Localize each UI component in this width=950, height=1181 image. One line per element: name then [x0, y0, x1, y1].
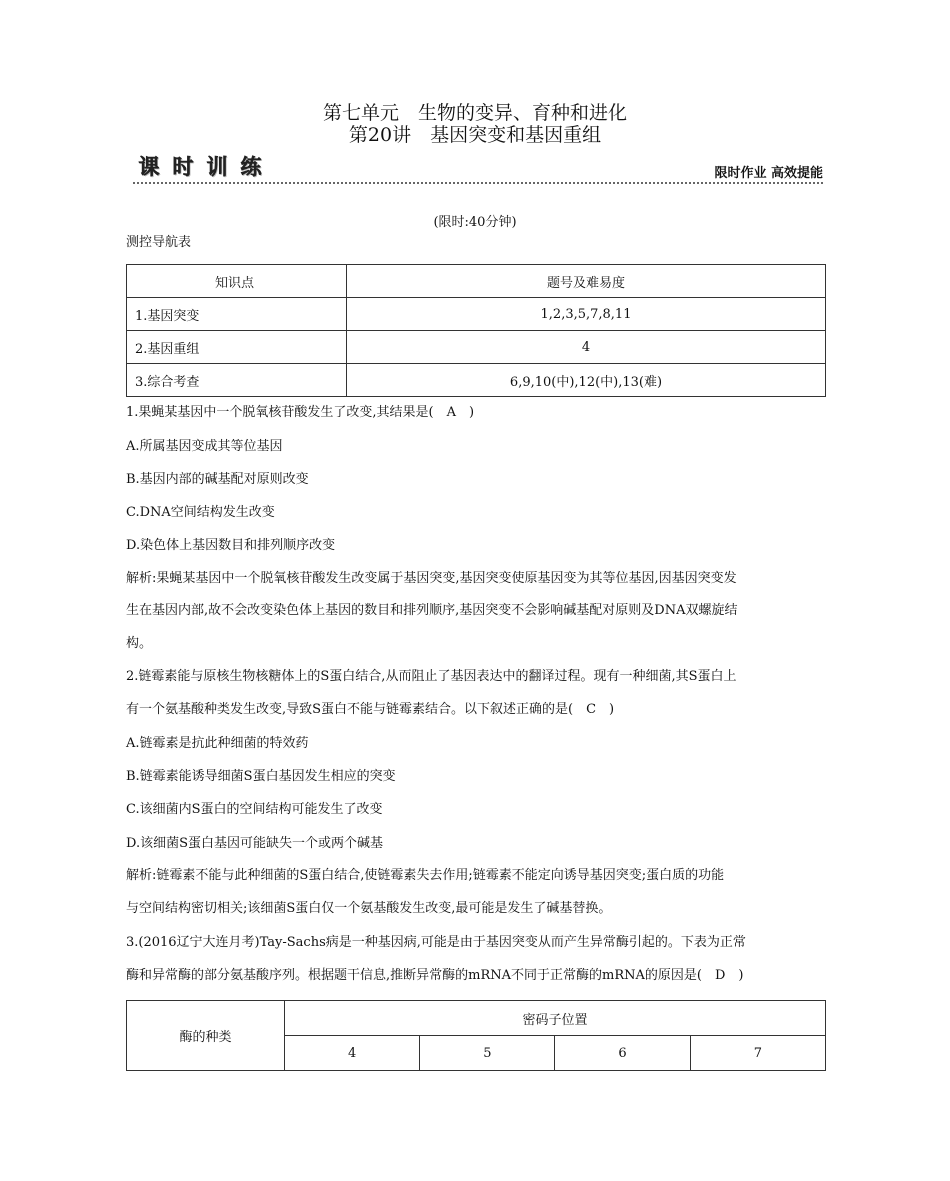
table-row: [127, 1001, 826, 1036]
table-cell: 6,9,10(中),12(中),13(难): [347, 364, 826, 397]
question-2-stem: 2.链霉素能与原核生物核糖体上的S蛋白结合,从而阻止了基因表达中的翻译过程。现有一种细菌,其S蛋白上: [126, 669, 737, 684]
question-2-option: A.链霉素是抗此种细菌的特效药: [126, 736, 309, 751]
badge-char: 训: [206, 155, 228, 179]
table-cell: 2.基因重组: [127, 331, 347, 364]
table-header: 题号及难易度: [347, 265, 826, 298]
table-header: 密码子位置: [285, 1001, 826, 1036]
badge-char: 练: [240, 155, 262, 179]
table-row: [127, 331, 826, 364]
badge-char: 时: [172, 155, 194, 179]
question-3-stem: 酶和异常酶的部分氨基酸序列。根据题干信息,推断异常酶的mRNA不同于正常酶的mRNA的原因是( D ): [126, 968, 744, 983]
unit-title: 第七单元 生物的变异、育种和进化: [322, 102, 627, 124]
question-2-stem: 有一个氨基酸种类发生改变,导致S蛋白不能与链霉素结合。以下叙述正确的是( C ): [126, 702, 615, 717]
section-banner: [133, 152, 823, 188]
question-1-analysis: 解析:果蝇某基因中一个脱氧核苷酸发生改变属于基因突变,基因突变使原基因变为其等位基因,因基因突变发: [126, 571, 737, 586]
table-header-row: [127, 265, 826, 298]
question-3-stem: 3.(2016辽宁大连月考)Tay-Sachs病是一种基因病,可能是由于基因突变从而产生异常酶引起的。下表为正常: [126, 935, 746, 950]
question-1-option: D.染色体上基因数目和排列顺序改变: [126, 538, 336, 553]
table-cell: 6: [555, 1036, 690, 1071]
question-1-option: B.基因内部的碱基配对原则改变: [126, 472, 309, 487]
table-row: [127, 298, 826, 331]
question-2-option: B.链霉素能诱导细菌S蛋白基因发生相应的突变: [126, 769, 396, 784]
nav-table-caption: 测控导航表: [126, 235, 192, 250]
table-cell: 5: [420, 1036, 555, 1071]
table-cell: 4: [347, 331, 826, 364]
table-row: [127, 364, 826, 397]
table-cell: 1,2,3,5,7,8,11: [347, 298, 826, 331]
question-1-stem: 1.果蝇某基因中一个脱氧核苷酸发生了改变,其结果是( A ): [126, 405, 475, 420]
question-2-option: D.该细菌S蛋白基因可能缺失一个或两个碱基: [126, 836, 383, 851]
time-limit: (限时:40分钟): [433, 215, 517, 230]
table-cell: 4: [285, 1036, 420, 1071]
question-2-analysis: 与空间结构密切相关;该细菌S蛋白仅一个氨基酸发生改变,最可能是发生了碱基替换。: [126, 901, 612, 916]
table-header: 知识点: [127, 265, 347, 298]
tagline: 限时作业 高效提能: [714, 166, 823, 181]
question-1-analysis: 构。: [126, 636, 153, 651]
nav-table: [126, 264, 826, 397]
lecture-title: 第20讲 基因突变和基因重组: [348, 124, 602, 146]
table-cell: 3.综合考查: [127, 364, 347, 397]
table-cell: 1.基因突变: [127, 298, 347, 331]
table-cell: 7: [690, 1036, 825, 1071]
question-2-option: C.该细菌内S蛋白的空间结构可能发生了改变: [126, 802, 383, 817]
badge-kshilian: [133, 152, 267, 182]
enzyme-table: [126, 1000, 826, 1071]
badge-char: 课: [138, 155, 160, 179]
question-1-option: A.所属基因变成其等位基因: [126, 439, 283, 454]
question-2-analysis: 解析:链霉素不能与此种细菌的S蛋白结合,使链霉素失去作用;链霉素不能定向诱导基因突变;蛋白质的功能: [126, 868, 725, 883]
question-1-analysis: 生在基因内部,故不会改变染色体上基因的数目和排列顺序,基因突变不会影响碱基配对原则及DNA双螺旋结: [126, 603, 738, 618]
table-header: 酶的种类: [127, 1001, 285, 1071]
dotted-divider: [133, 182, 823, 184]
question-1-option: C.DNA空间结构发生改变: [126, 505, 275, 520]
